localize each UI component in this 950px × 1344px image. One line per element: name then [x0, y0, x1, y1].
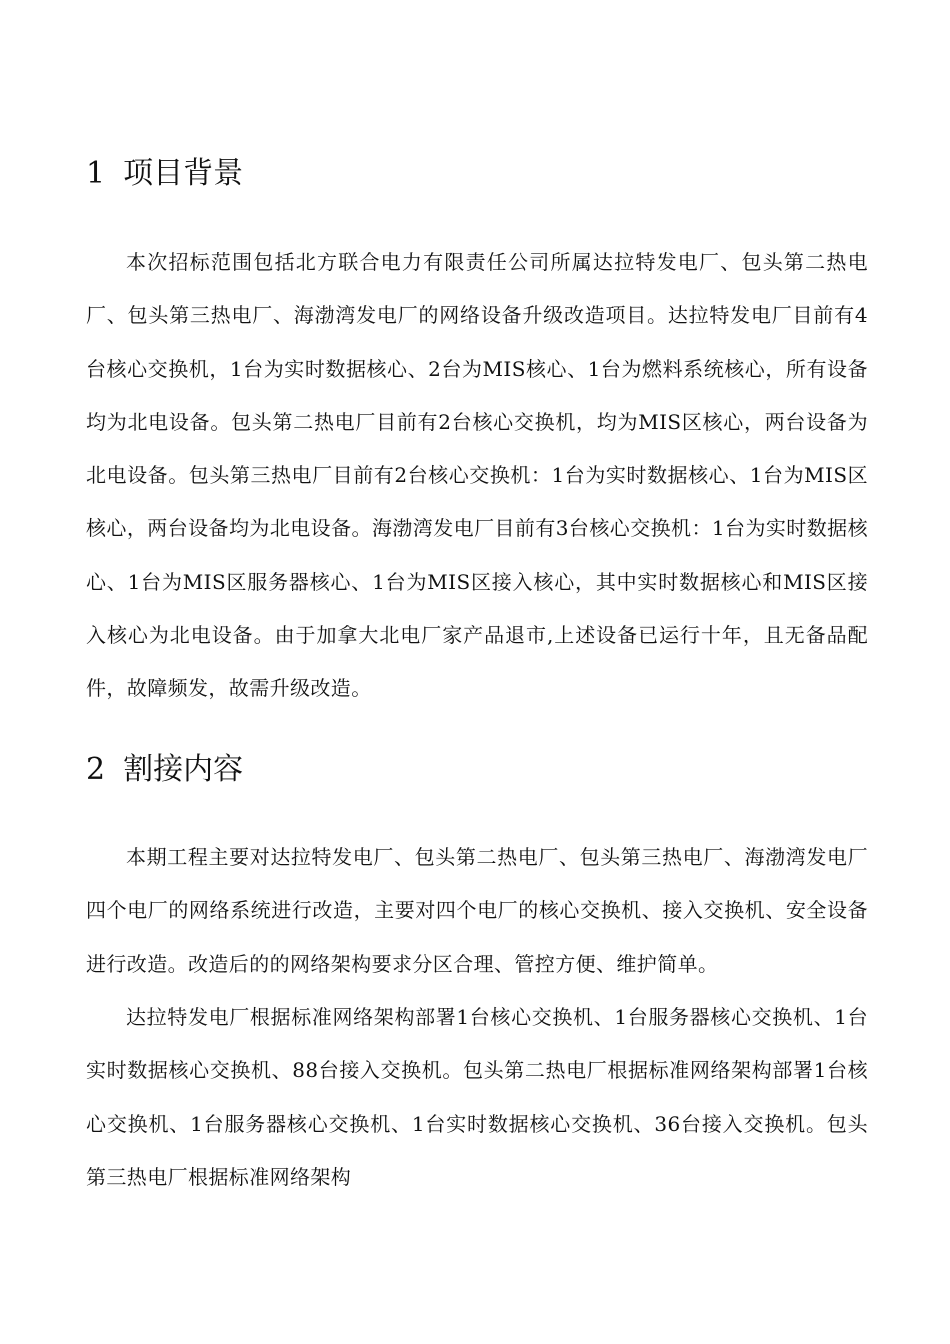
- section-number: 1: [86, 156, 106, 191]
- section-number: 2: [86, 752, 106, 787]
- section-title: 项目背景: [123, 156, 244, 191]
- section-heading: [86, 156, 243, 192]
- section-heading: [86, 752, 243, 788]
- body-paragraph: 达拉特发电厂根据标准网络架构部署1台核心交换机、1台服务器核心交换机、1台实时数据核心交换机、88台接入交换机。包头第二热电厂根据标准网络架构部署1台核心交换机、1台服务器核心交换机、1台实时数据核心交换机、36台接入交换机。包头第三热电厂根据标准网络架构: [86, 1005, 868, 1189]
- body-paragraph: 本次招标范围包括北方联合电力有限责任公司所属达拉特发电厂、包头第二热电厂、包头第三热电厂、海渤湾发电厂的网络设备升级改造项目。达拉特发电厂目前有4台核心交换机，1台为实时数据核心、2台为MIS核心、1台为燃料系统核心，所有设备均为北电设备。包头第二热电厂目前有2台核心交换机，均为MIS区核心，两台设备为北电设备。包头第三热电厂目前有2台核心交换机：1台为实时数据核心、1台为MIS区核心，两台设备均为北电设备。海渤湾发电厂目前有3台核心交换机：1台为实时数据核心、1台为MIS区服务器核心、1台为MIS区接入核心，其中实时数据核心和MIS区接入核心为北电设备。由于加拿大北电厂家产品退市,上述设备已运行十年，且无备品配件，故障频发，故需升级改造。: [86, 250, 868, 701]
- section-title: 割接内容: [123, 752, 244, 787]
- body-paragraph: 本期工程主要对达拉特发电厂、包头第二热电厂、包头第三热电厂、海渤湾发电厂四个电厂的网络系统进行改造，主要对四个电厂的核心交换机、接入交换机、安全设备进行改造。改造后的的网络架构要求分区合理、管控方便、维护简单。: [86, 845, 868, 976]
